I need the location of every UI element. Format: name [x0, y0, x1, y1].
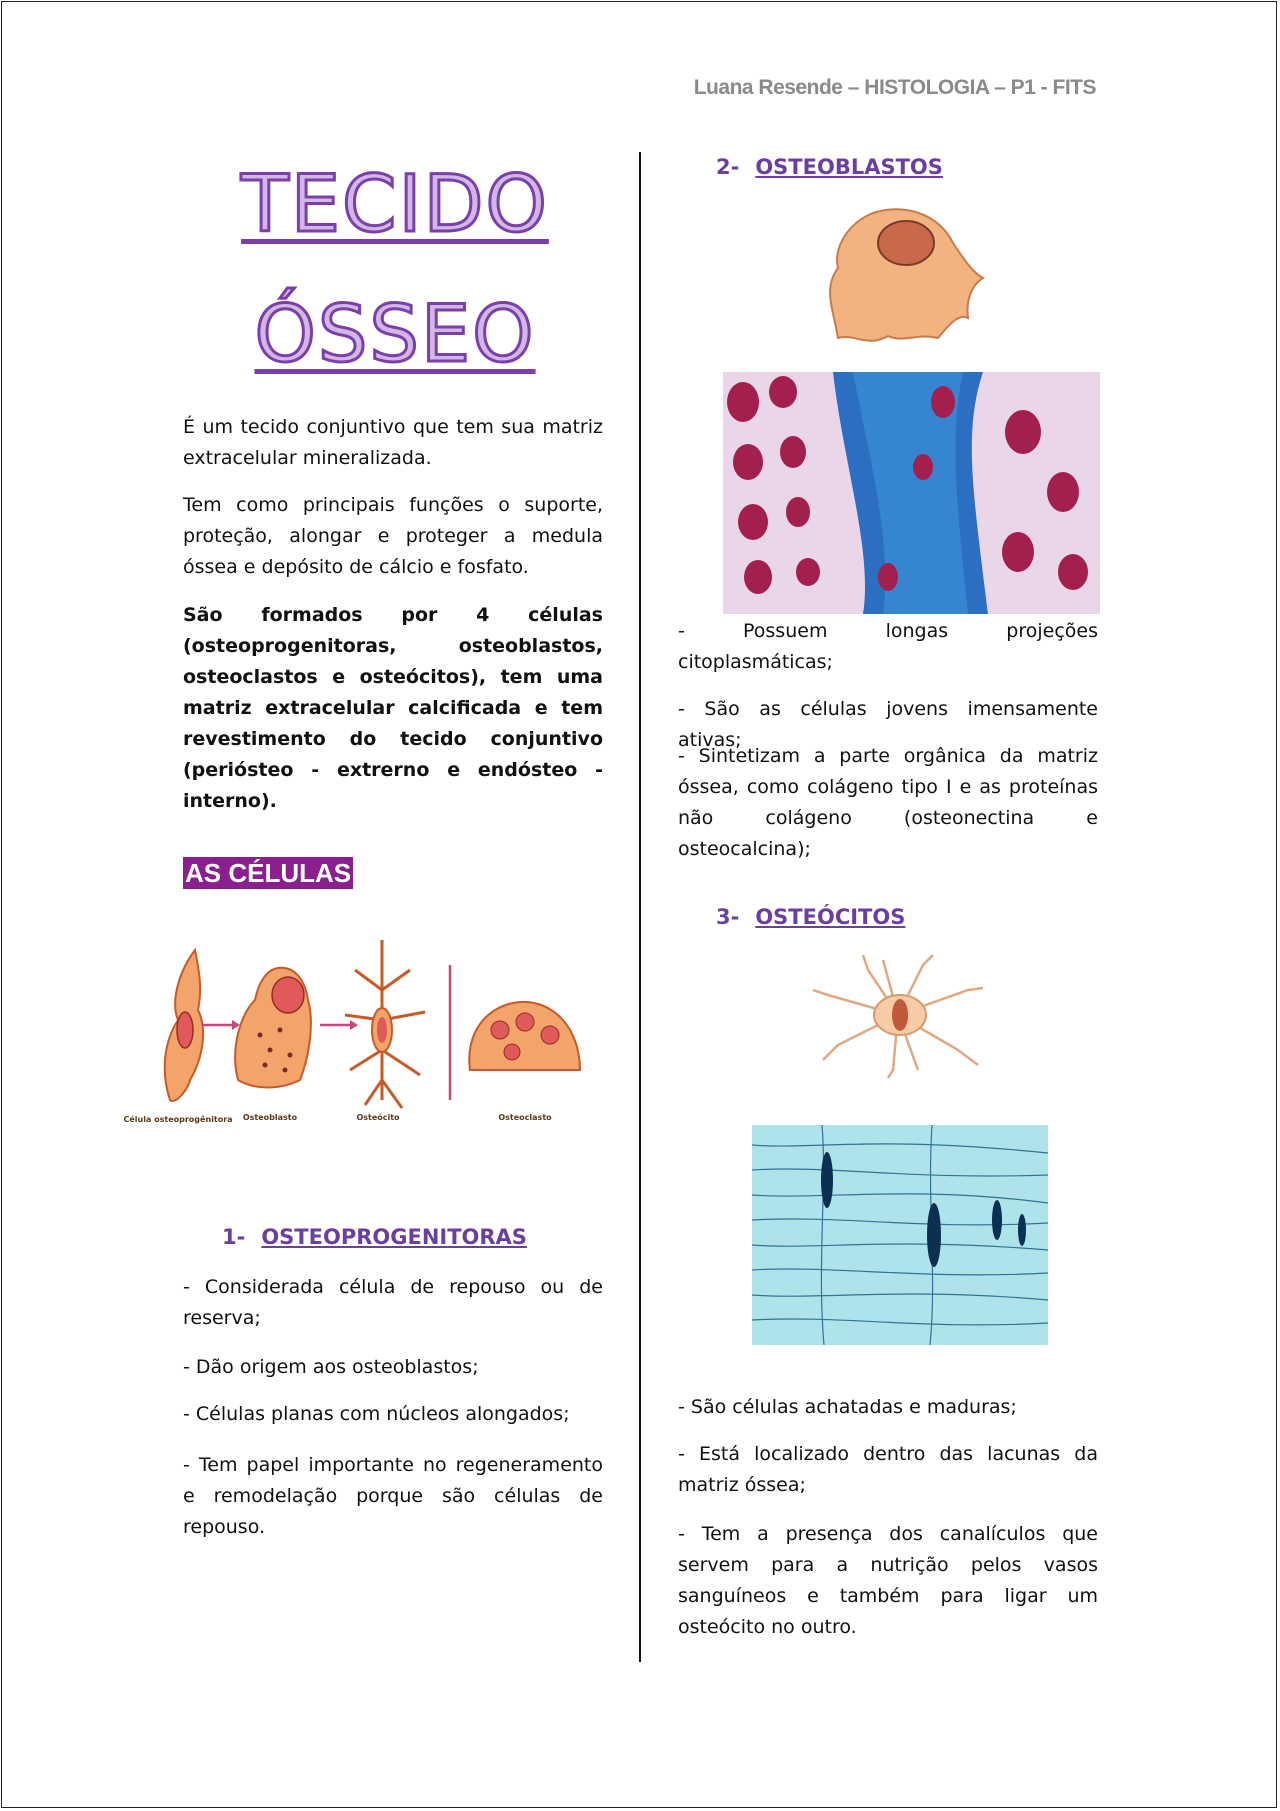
osteoprogenitor-cell-illustration [165, 950, 203, 1101]
osteoprogenitoras-bullet-4: - Tem papel importante no regeneramento e remodelação porque são células de repouso. [183, 1454, 603, 1538]
subhead-number: 2- [716, 155, 740, 179]
cells-lineage-figure [123, 930, 610, 1140]
subhead-osteoprogenitoras [222, 1225, 527, 1249]
label-celula-osteoprogenitora: Célula osteoprogênitora [123, 1115, 233, 1124]
intro-paragraph-1: É um tecido conjuntivo que tem sua matriz extracelular mineralizada. [183, 416, 603, 469]
intro-paragraph-2: Tem como principais funções o suporte, proteção, alongar e proteger a medula óssea e depósito de cálcio e fosfato. [183, 494, 603, 578]
subhead-title: OSTEOPROGENITORAS [261, 1225, 527, 1249]
subhead-title: OSTEOBLASTOS [755, 155, 943, 179]
osteocitos-bullet-2: - Está localizado dentro das lacunas da matriz óssea; [678, 1443, 1098, 1496]
title-line-2: ÓSSEO [254, 290, 536, 380]
subhead-osteocitos [716, 905, 905, 929]
osteoblastos-bullet-3: - Sintetizam a parte orgânica da matriz óssea, como colágeno tipo I e as proteínas não colágeno (osteonectina e osteocalcina); [678, 745, 1098, 860]
subhead-osteoblastos [716, 155, 943, 179]
osteocyte-histology-image [752, 1125, 1048, 1345]
section-title-as-celulas: AS CÉLULAS [185, 858, 352, 888]
osteoclast-cell-illustration [469, 1002, 580, 1070]
label-osteoclasto: Osteoclasto [498, 1113, 552, 1122]
osteoblastos-bullet-2: - São as células jovens imensamente ativas; [678, 698, 1098, 751]
osteoblast-cell-illustration [235, 968, 311, 1088]
osteocitos-bullet-3: - Tem a presença dos canalículos que servem para a nutrição pelos vasos sanguíneos e também para ligar um osteócito no outro. [678, 1523, 1098, 1638]
subhead-number: 1- [222, 1225, 246, 1249]
osteoprogenitoras-bullet-1: - Considerada célula de repouso ou de reserva; [183, 1276, 603, 1329]
osteoblast-illustration [808, 198, 1003, 353]
title-line-1: TECIDO [241, 160, 549, 250]
subhead-title: OSTEÓCITOS [755, 905, 906, 929]
osteocitos-bullet-1: - São células achatadas e maduras; [678, 1396, 1017, 1418]
osteoblast-histology-image [723, 372, 1100, 614]
osteoblastos-bullet-1: - Possuem longas projeções citoplasmáticas; [678, 620, 1098, 673]
osteoprogenitoras-bullet-2: - Dão origem aos osteoblastos; [183, 1356, 479, 1378]
label-osteoblasto: Osteoblasto [242, 1113, 298, 1122]
page-header: Luana Resende – HISTOLOGIA – P1 - FITS [693, 76, 1096, 99]
label-osteocito: Osteócito [356, 1113, 400, 1122]
osteoprogenitoras-bullet-3: - Células planas com núcleos alongados; [183, 1403, 570, 1425]
column-divider [639, 152, 641, 1662]
osteocyte-illustration [808, 950, 988, 1080]
intro-paragraph-3: São formados por 4 células (osteoprogenitoras, osteoblastos, osteoclastos e osteócitos), tem uma matriz extracelular calcificada e tem revestimento do tecido conjuntivo (periósteo - extrerno e endósteo - interno). [183, 604, 603, 812]
subhead-number: 3- [716, 905, 740, 929]
